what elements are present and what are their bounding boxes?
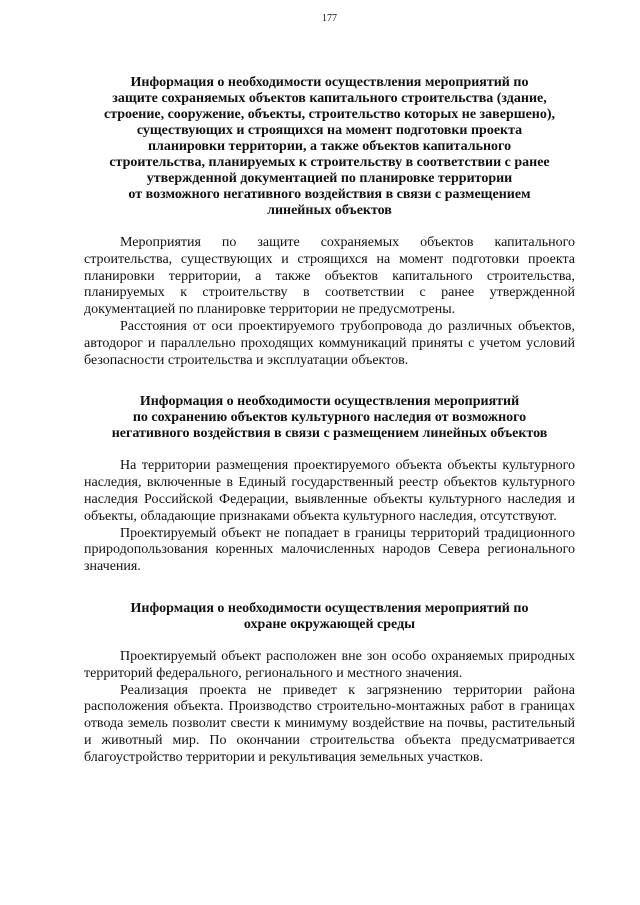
section-body <box>84 458 575 576</box>
paragraph: На территории размещения проектируемого объекта объекты культурного наследия, включенные в Единый государственный реестр объектов культурного наследия Российской Федерации, выявленные объекты культурного наследия и объекты, обладающие признаками объекта культурного наследия, отсутствуют. <box>84 458 575 524</box>
heading-line: утвержденной документацией по планировке территории <box>146 171 513 186</box>
heading-line: линейных объектов <box>267 203 392 218</box>
page-number: 177 <box>322 13 337 24</box>
section-heading <box>84 75 575 219</box>
paragraph: Мероприятия по защите сохраняемых объектов капитального строительства, существующих и строящихся на момент подготовки проекта планировки территории, а также объектов капитального строительства, планируемых к строительству в соответствии с ранее утвержденной документацией по планировке территории не предусмотрены. <box>84 235 575 318</box>
heading-line: строение, сооружение, объекты, строительство которых не завершено), <box>103 107 556 122</box>
paragraph: Проектируемый объект не попадает в границы территорий традиционного природопользования коренных малочисленных народов Севера регионального значения. <box>84 525 575 575</box>
paragraph: Проектируемый объект расположен вне зон особо охраняемых природных территорий федерального, регионального и местного значения. <box>84 648 575 681</box>
section-heading <box>84 394 575 442</box>
paragraph: Реализация проекта не приведет к загрязнению территории района расположения объекта. Производство строительно-монтажных работ в границах отвода земель позволит свести к минимуму воздействие на почвы, растительный и животный мир. По окончании строительства объекта предусматривается благоустройство территории и рекультивация земельных участков. <box>84 682 575 765</box>
section-environmental-protection <box>84 601 575 767</box>
heading-line: по сохранению объектов культурного наследия от возможного <box>132 410 527 426</box>
heading-line: строительства, планируемых к строительству в соответствии с ранее <box>109 155 550 170</box>
heading-line: планировки территории, а также объектов капитального <box>147 139 512 154</box>
heading-line: охране окружающей среды <box>243 616 416 632</box>
heading-line: Информация о необходимости осуществления мероприятий <box>139 394 520 410</box>
paragraph: Расстояния от оси проектируемого трубопровода до различных объектов, автодорог и параллельно проходящих коммуникаций приняты с учетом условий безопасности строительства и эксплуатации объектов. <box>84 318 575 368</box>
heading-line: от возможного негативного воздействия в связи с размещением <box>128 187 531 202</box>
heading-line: защите сохраняемых объектов капитального строительства (здание, <box>112 91 547 106</box>
section-cultural-heritage <box>84 394 575 576</box>
section-protection-of-capital-construction <box>84 75 575 369</box>
heading-line: существующих и строящихся на момент подготовки проекта <box>136 123 523 138</box>
heading-line: Информация о необходимости осуществления мероприятий по <box>130 600 529 616</box>
section-body <box>84 235 575 369</box>
heading-line: Информация о необходимости осуществления мероприятий по <box>130 75 529 90</box>
heading-line: негативного воздействия в связи с размещением линейных объектов <box>111 426 548 442</box>
section-body <box>84 649 575 767</box>
section-heading <box>84 601 575 633</box>
